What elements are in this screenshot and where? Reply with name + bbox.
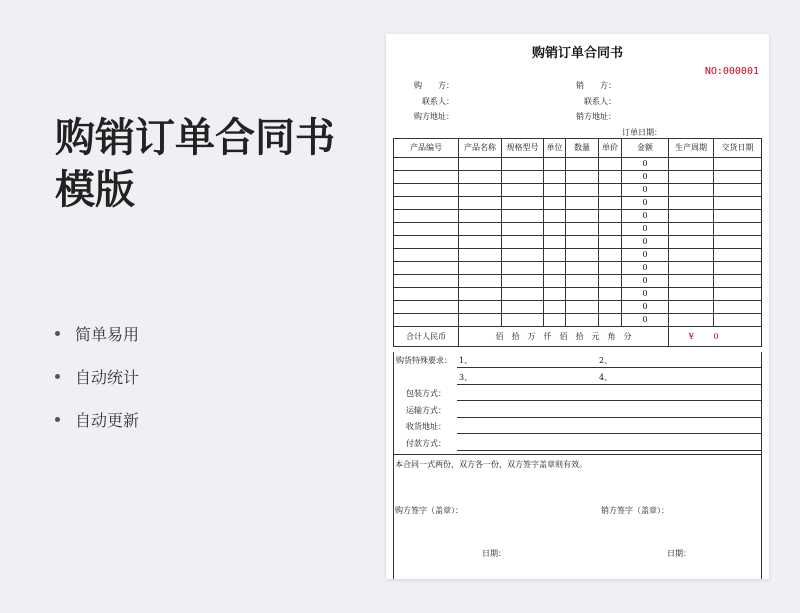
table-row [394, 171, 762, 184]
receiving-address-line[interactable] [457, 433, 761, 434]
seller-date-label: 日期： [667, 549, 691, 558]
table-row [394, 262, 762, 275]
form-right-border [761, 352, 762, 472]
payment-line[interactable] [457, 450, 761, 451]
bullet-icon [55, 417, 60, 422]
table-row [394, 236, 762, 249]
column-header: 产品编号 [394, 139, 459, 158]
column-header: 交货日期 [714, 139, 762, 158]
table-row [394, 210, 762, 223]
table-row [394, 288, 762, 301]
order-date-label: 订单日期： [622, 128, 662, 137]
document-title: 购销订单合同书 [531, 46, 623, 61]
buyer-date-label: 日期： [482, 549, 506, 558]
column-header: 产品名称 [459, 139, 502, 158]
feature-item: 自动更新 [55, 398, 355, 441]
hero-title-line1: 购销订单合同书 [55, 115, 335, 161]
requirement-item: 4、 [599, 373, 613, 382]
shipping-line[interactable] [457, 417, 761, 418]
seller-contact-label: 联系人： [584, 97, 616, 106]
total-value: 0 [714, 327, 762, 347]
amount-cell: 0 [622, 210, 669, 223]
table-row [394, 249, 762, 262]
buyer-address-label: 购方地址： [414, 112, 454, 121]
amount-cell: 0 [622, 288, 669, 301]
amount-cell: 0 [622, 275, 669, 288]
order-table [393, 138, 762, 347]
seller-signature-label: 销方签字（盖章）： [601, 506, 669, 515]
hero-title-line2: 模版 [55, 167, 135, 213]
document-number: NO:000001 [704, 66, 759, 77]
contract-document [386, 34, 769, 579]
buyer-signature-label: 购方签字（盖章）： [395, 506, 463, 515]
requirement-line[interactable] [457, 367, 761, 368]
sign-left-border [393, 472, 394, 579]
table-row [394, 314, 762, 327]
packaging-label: 包装方式： [406, 389, 446, 398]
amount-cell: 0 [622, 314, 669, 327]
table-row [394, 158, 762, 171]
sign-right-border [761, 472, 762, 579]
payment-label: 付款方式： [406, 439, 446, 448]
shipping-label: 运输方式： [406, 406, 446, 415]
contract-note: 本合同一式两份，双方各一份，双方签字盖章则有效。 [395, 460, 587, 469]
total-units: 佰 拾 万 仟 佰 拾 元 角 分 [459, 327, 669, 347]
seller-address-label: 销方地址： [576, 112, 616, 121]
column-header: 数量 [566, 139, 599, 158]
amount-cell: 0 [622, 236, 669, 249]
table-row [394, 275, 762, 288]
hero-title [55, 112, 375, 216]
bullet-icon [55, 331, 60, 336]
table-header-row [394, 139, 762, 158]
table-row [394, 197, 762, 210]
receiving-address-label: 收货地址： [406, 422, 446, 431]
amount-cell: 0 [622, 223, 669, 236]
total-row [394, 327, 762, 347]
requirement-line[interactable] [457, 384, 761, 385]
column-header: 金额 [622, 139, 669, 158]
packaging-line[interactable] [457, 400, 761, 401]
amount-cell: 0 [622, 171, 669, 184]
bullet-icon [55, 374, 60, 379]
column-header: 规格型号 [502, 139, 544, 158]
buyer-label: 购 方： [414, 81, 454, 90]
amount-cell: 0 [622, 197, 669, 210]
table-row [394, 301, 762, 314]
amount-cell: 0 [622, 249, 669, 262]
requirement-item: 1、 [459, 356, 473, 365]
column-header: 单价 [599, 139, 622, 158]
requirement-item: 2、 [599, 356, 613, 365]
feature-list [55, 312, 355, 441]
feature-item: 自动统计 [55, 355, 355, 398]
special-requirements-label: 购货特殊要求： [396, 356, 452, 365]
amount-cell: 0 [622, 262, 669, 275]
form-divider [393, 454, 761, 455]
seller-label: 销 方： [576, 81, 616, 90]
feature-item: 简单易用 [55, 312, 355, 355]
amount-cell: 0 [622, 184, 669, 197]
total-currency: ¥ [669, 327, 714, 347]
column-header: 单位 [544, 139, 566, 158]
buyer-contact-label: 联系人： [422, 97, 454, 106]
amount-cell: 0 [622, 158, 669, 171]
table-row [394, 223, 762, 236]
amount-cell: 0 [622, 301, 669, 314]
total-label: 合计人民币 [394, 327, 459, 347]
table-row [394, 184, 762, 197]
requirement-item: 3、 [459, 373, 473, 382]
column-header: 生产周期 [669, 139, 714, 158]
